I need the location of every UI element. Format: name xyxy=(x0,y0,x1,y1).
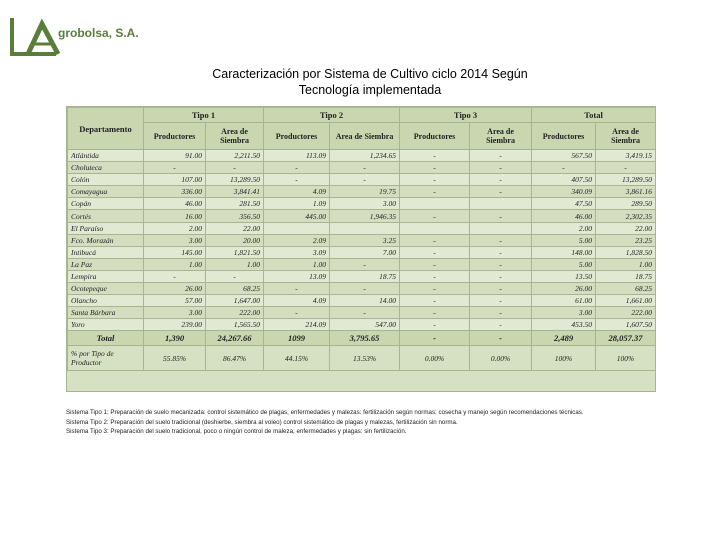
value-cell: 1,607.50 xyxy=(596,319,656,331)
logo-text: grobolsa, S.A. xyxy=(58,26,139,40)
value-cell: 57.00 xyxy=(144,295,206,307)
total-cell: 2,489 xyxy=(532,331,596,346)
table-row xyxy=(68,174,656,186)
table-row xyxy=(68,150,656,162)
value-cell: 47.50 xyxy=(532,198,596,210)
total-cell: - xyxy=(470,331,532,346)
value-cell: 68.25 xyxy=(596,283,656,295)
percent-cell: 44.15% xyxy=(264,346,330,371)
value-cell: 2.00 xyxy=(144,222,206,234)
value-cell: 61.00 xyxy=(532,295,596,307)
system-type-notes xyxy=(66,408,666,437)
value-cell: 16.00 xyxy=(144,210,206,222)
total-cell: 1099 xyxy=(264,331,330,346)
header-tipo-1: Tipo 1 xyxy=(144,108,264,123)
value-cell: 239.00 xyxy=(144,319,206,331)
table-row xyxy=(68,283,656,295)
value-cell: - xyxy=(470,319,532,331)
table-row xyxy=(68,307,656,319)
value-cell: 13,289.50 xyxy=(596,174,656,186)
value-cell: 1,234.65 xyxy=(330,150,400,162)
value-cell: 5.00 xyxy=(532,234,596,246)
value-cell: - xyxy=(400,150,470,162)
value-cell: 7.00 xyxy=(330,246,400,258)
value-cell: 222.00 xyxy=(206,307,264,319)
table-row xyxy=(68,319,656,331)
value-cell: 113.09 xyxy=(264,150,330,162)
department-cell: Atlántida xyxy=(68,150,144,162)
value-cell: - xyxy=(532,162,596,174)
value-cell: - xyxy=(330,307,400,319)
header-tipo-2: Tipo 2 xyxy=(264,108,400,123)
table-row xyxy=(68,186,656,198)
value-cell: 445.00 xyxy=(264,210,330,222)
value-cell xyxy=(400,198,470,210)
value-cell: 4.09 xyxy=(264,186,330,198)
department-cell: Ocotepeque xyxy=(68,283,144,295)
value-cell: - xyxy=(264,174,330,186)
percent-cell: 86.47% xyxy=(206,346,264,371)
value-cell xyxy=(330,222,400,234)
value-cell: - xyxy=(400,258,470,270)
value-cell: - xyxy=(400,246,470,258)
value-cell: 281.50 xyxy=(206,198,264,210)
table-row xyxy=(68,222,656,234)
value-cell: 2.09 xyxy=(264,234,330,246)
subheader: Productores xyxy=(264,123,330,150)
value-cell: 14.00 xyxy=(330,295,400,307)
value-cell: - xyxy=(400,307,470,319)
value-cell: - xyxy=(264,307,330,319)
value-cell: - xyxy=(470,174,532,186)
value-cell: 1,821.50 xyxy=(206,246,264,258)
table-body xyxy=(68,150,656,331)
value-cell: 340.09 xyxy=(532,186,596,198)
value-cell: - xyxy=(400,162,470,174)
value-cell: - xyxy=(144,162,206,174)
percent-row xyxy=(68,346,656,371)
department-cell: Cortés xyxy=(68,210,144,222)
value-cell: - xyxy=(470,258,532,270)
subheader: Area de Siembra xyxy=(330,123,400,150)
value-cell: 2.00 xyxy=(532,222,596,234)
agrobolsa-logo xyxy=(6,14,126,72)
value-cell: - xyxy=(400,186,470,198)
subheader: Area de Siembra xyxy=(470,123,532,150)
value-cell: 2,211.50 xyxy=(206,150,264,162)
value-cell: - xyxy=(470,234,532,246)
total-label: Total xyxy=(68,331,144,346)
value-cell: 26.00 xyxy=(532,283,596,295)
value-cell: 3,419.15 xyxy=(596,150,656,162)
table-row xyxy=(68,234,656,246)
value-cell: 19.75 xyxy=(330,186,400,198)
value-cell: 3.25 xyxy=(330,234,400,246)
value-cell: 2,302.35 xyxy=(596,210,656,222)
value-cell: - xyxy=(470,186,532,198)
value-cell: 336.00 xyxy=(144,186,206,198)
value-cell: 453.50 xyxy=(532,319,596,331)
value-cell: 46.00 xyxy=(532,210,596,222)
value-cell: 1.00 xyxy=(596,258,656,270)
value-cell: 13.09 xyxy=(264,270,330,282)
percent-cell: 55.85% xyxy=(144,346,206,371)
value-cell: - xyxy=(264,162,330,174)
value-cell: - xyxy=(206,270,264,282)
value-cell: - xyxy=(330,174,400,186)
value-cell: 46.00 xyxy=(144,198,206,210)
value-cell: 407.50 xyxy=(532,174,596,186)
percent-cell: 0.00% xyxy=(470,346,532,371)
header-tipo-3: Tipo 3 xyxy=(400,108,532,123)
value-cell: 1,647.00 xyxy=(206,295,264,307)
value-cell: - xyxy=(470,295,532,307)
value-cell: 26.00 xyxy=(144,283,206,295)
value-cell: 5.00 xyxy=(532,258,596,270)
value-cell: 3.00 xyxy=(330,198,400,210)
department-cell: Olancho xyxy=(68,295,144,307)
value-cell: 20.00 xyxy=(206,234,264,246)
subheader: Area de Siembra xyxy=(206,123,264,150)
value-cell: - xyxy=(400,234,470,246)
value-cell: 107.00 xyxy=(144,174,206,186)
value-cell: 3,841.41 xyxy=(206,186,264,198)
total-cell: 24,267.66 xyxy=(206,331,264,346)
header-total: Total xyxy=(532,108,656,123)
value-cell: 145.00 xyxy=(144,246,206,258)
value-cell: 18.75 xyxy=(330,270,400,282)
percent-label: % por Tipo de Productor xyxy=(68,346,144,371)
value-cell: 356.50 xyxy=(206,210,264,222)
total-cell: 1,390 xyxy=(144,331,206,346)
total-cell: - xyxy=(400,331,470,346)
value-cell: 1,828.50 xyxy=(596,246,656,258)
value-cell: 547.00 xyxy=(330,319,400,331)
table-row xyxy=(68,162,656,174)
value-cell: 68.25 xyxy=(206,283,264,295)
subheader: Area de Siembra xyxy=(596,123,656,150)
value-cell: - xyxy=(144,270,206,282)
table-row xyxy=(68,210,656,222)
value-cell: - xyxy=(470,307,532,319)
department-cell: Intibucá xyxy=(68,246,144,258)
value-cell: - xyxy=(470,270,532,282)
note-tipo-3: Sistema Tipo 3: Preparación del suelo tradicional, poco o ningún control de maleza, enfermedades y plagas: sin fertilización. xyxy=(66,428,407,435)
value-cell: 3,861.16 xyxy=(596,186,656,198)
value-cell xyxy=(264,222,330,234)
value-cell: - xyxy=(400,319,470,331)
title-line-1: Caracterización por Sistema de Cultivo ciclo 2014 Según xyxy=(212,67,528,81)
note-tipo-1: Sistema Tipo 1: Preparación de suelo mecanizada: control sistemático de plagas, enfermedades y malezas: fertilización según normas: cosecha y manejo según recomendaciones técnicas. xyxy=(66,409,584,416)
value-cell: 91.00 xyxy=(144,150,206,162)
value-cell: - xyxy=(470,246,532,258)
value-cell: - xyxy=(470,210,532,222)
department-cell: Choluteca xyxy=(68,162,144,174)
value-cell: - xyxy=(206,162,264,174)
value-cell: - xyxy=(596,162,656,174)
total-cell: 3,795.65 xyxy=(330,331,400,346)
value-cell: 3.00 xyxy=(532,307,596,319)
table-row xyxy=(68,258,656,270)
department-cell: Comayagua xyxy=(68,186,144,198)
header-departamento: Departamento xyxy=(68,108,144,150)
department-cell: La Paz xyxy=(68,258,144,270)
value-cell: 3.00 xyxy=(144,307,206,319)
value-cell: - xyxy=(400,283,470,295)
value-cell: 3.09 xyxy=(264,246,330,258)
value-cell: 23.25 xyxy=(596,234,656,246)
department-cell: Yoro xyxy=(68,319,144,331)
value-cell: 4.09 xyxy=(264,295,330,307)
value-cell: 3.00 xyxy=(144,234,206,246)
value-cell: 1.00 xyxy=(264,258,330,270)
value-cell: 18.75 xyxy=(596,270,656,282)
agrobolsa-logo-mark xyxy=(6,14,126,72)
value-cell: 1,946.35 xyxy=(330,210,400,222)
value-cell: - xyxy=(400,174,470,186)
percent-cell: 13.53% xyxy=(330,346,400,371)
value-cell: 567.50 xyxy=(532,150,596,162)
value-cell: - xyxy=(264,283,330,295)
value-cell: - xyxy=(400,270,470,282)
department-cell: Copán xyxy=(68,198,144,210)
subheader: Productores xyxy=(400,123,470,150)
page-title xyxy=(140,66,600,98)
subheader: Productores xyxy=(532,123,596,150)
value-cell: - xyxy=(330,258,400,270)
department-cell: El Paraíso xyxy=(68,222,144,234)
table-row xyxy=(68,295,656,307)
total-cell: 28,057.37 xyxy=(596,331,656,346)
percent-cell: 100% xyxy=(532,346,596,371)
cultivation-table-container xyxy=(66,106,656,392)
value-cell: - xyxy=(470,150,532,162)
value-cell: 1,661.00 xyxy=(596,295,656,307)
value-cell: 289.50 xyxy=(596,198,656,210)
title-line-2: Tecnología implementada xyxy=(298,83,442,97)
value-cell: 1.00 xyxy=(206,258,264,270)
value-cell: 222.00 xyxy=(596,307,656,319)
value-cell: 13.50 xyxy=(532,270,596,282)
note-tipo-2: Sistema Tipo 2: Preparación del suelo tradicional (deshierbe, siembra al voleo) control sistemático de plagas y malezas, fertilización sin norma. xyxy=(66,418,458,426)
table-row xyxy=(68,198,656,210)
department-cell: Colón xyxy=(68,174,144,186)
value-cell: - xyxy=(400,210,470,222)
value-cell: 22.00 xyxy=(596,222,656,234)
value-cell: 214.09 xyxy=(264,319,330,331)
value-cell: 1.09 xyxy=(264,198,330,210)
department-cell: Santa Bárbara xyxy=(68,307,144,319)
value-cell: - xyxy=(470,283,532,295)
value-cell xyxy=(400,222,470,234)
percent-cell: 0.00% xyxy=(400,346,470,371)
value-cell: - xyxy=(330,283,400,295)
total-row xyxy=(68,331,656,346)
percent-cell: 100% xyxy=(596,346,656,371)
cultivation-table xyxy=(67,107,656,371)
value-cell: 22.00 xyxy=(206,222,264,234)
value-cell: 1.00 xyxy=(144,258,206,270)
value-cell: 13,289.50 xyxy=(206,174,264,186)
value-cell xyxy=(470,198,532,210)
department-cell: Lempira xyxy=(68,270,144,282)
table-row xyxy=(68,270,656,282)
value-cell: - xyxy=(330,162,400,174)
subheader: Productores xyxy=(144,123,206,150)
department-cell: Fco. Morazán xyxy=(68,234,144,246)
value-cell xyxy=(470,222,532,234)
value-cell: - xyxy=(470,162,532,174)
value-cell: 1,565.50 xyxy=(206,319,264,331)
value-cell: 148.00 xyxy=(532,246,596,258)
value-cell: - xyxy=(400,295,470,307)
table-row xyxy=(68,246,656,258)
